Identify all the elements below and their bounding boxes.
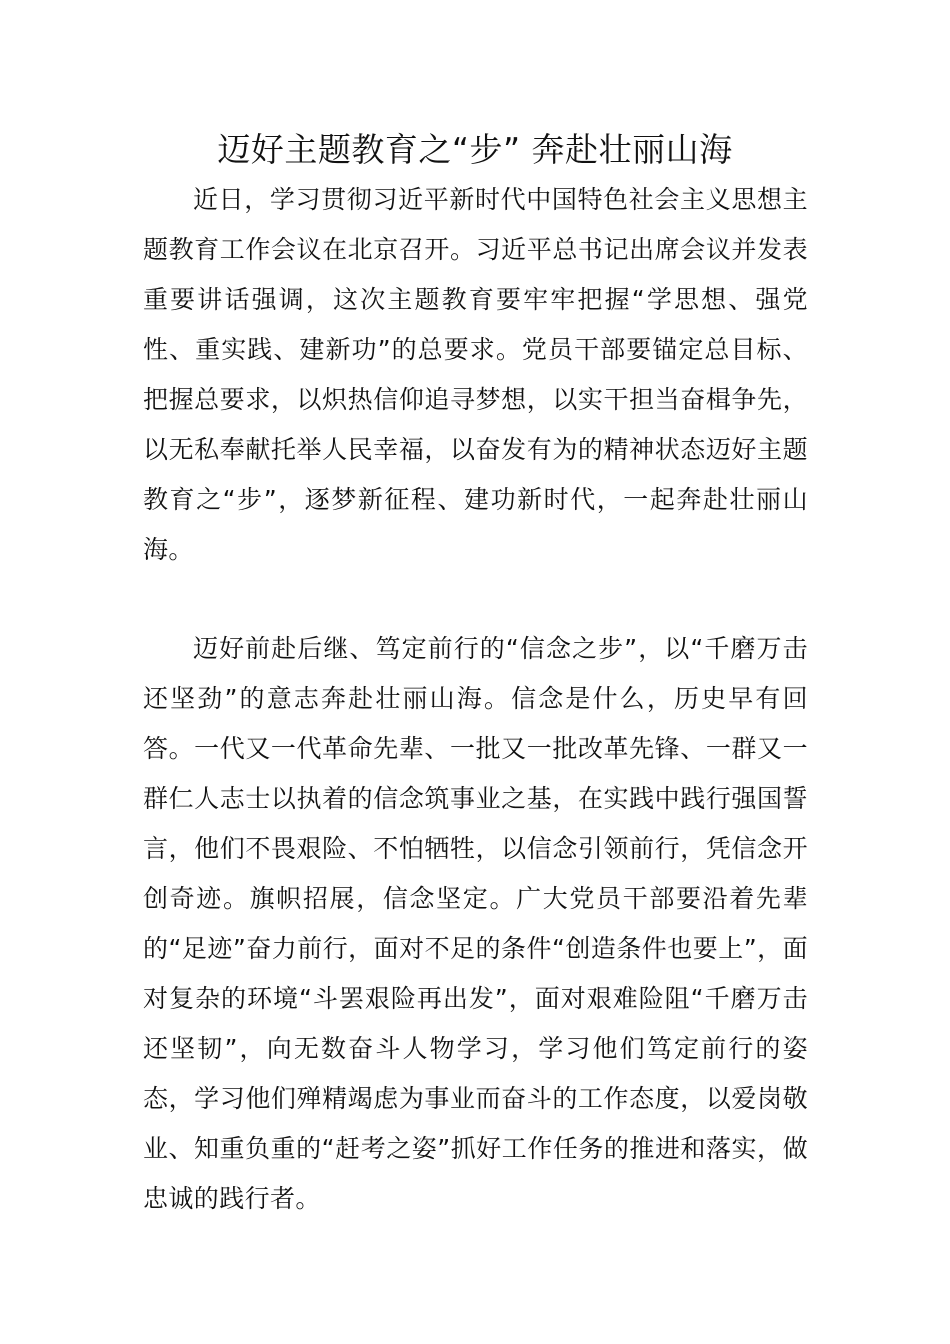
document-title: 迈好主题教育之“步” 奔赴壮丽山海 (217, 130, 733, 169)
body-paragraph: 近日，学习贯彻习近平新时代中国特色社会主义思想主题教育工作会议在北京召开。习近平总书记出席会议并发表重要讲话强调，这次主题教育要牢牢把握“学思想、强党性、重实践、建新功”的总要求。党员干部要锚定总目标、把握总要求，以炽热信仰追寻梦想，以实干担当奋楫争先，以无私奉献托举人民幸福，以奋发有为的精神状态迈好主题教育之“步”，逐梦新征程、建功新时代，一起奔赴壮丽山海。 (143, 185, 808, 564)
body-paragraph: 迈好前赴后继、笃定前行的“信念之步”，以“千磨万击还坚劲”的意志奔赴壮丽山海。信念是什么，历史早有回答。一代又一代革命先辈、一批又一批改革先锋、一群又一群仁人志士以执着的信念筑事业之基，在实践中践行强国誓言，他们不畏艰险、不怕牺牲，以信念引领前行，凭信念开创奇迹。旗帜招展，信念坚定。广大党员干部要沿着先辈的“足迹”奋力前行，面对不足的条件“创造条件也要上”，面对复杂的环境“斗罢艰险再出发”，面对艰难险阻“千磨万击还坚韧”，向无数奋斗人物学习，学习他们笃定前行的姿态，学习他们殚精竭虑为事业而奋斗的工作态度，以爱岗敬业、知重负重的“赶考之姿”抓好工作任务的推进和落实，做忠诚的践行者。 (143, 634, 808, 1213)
